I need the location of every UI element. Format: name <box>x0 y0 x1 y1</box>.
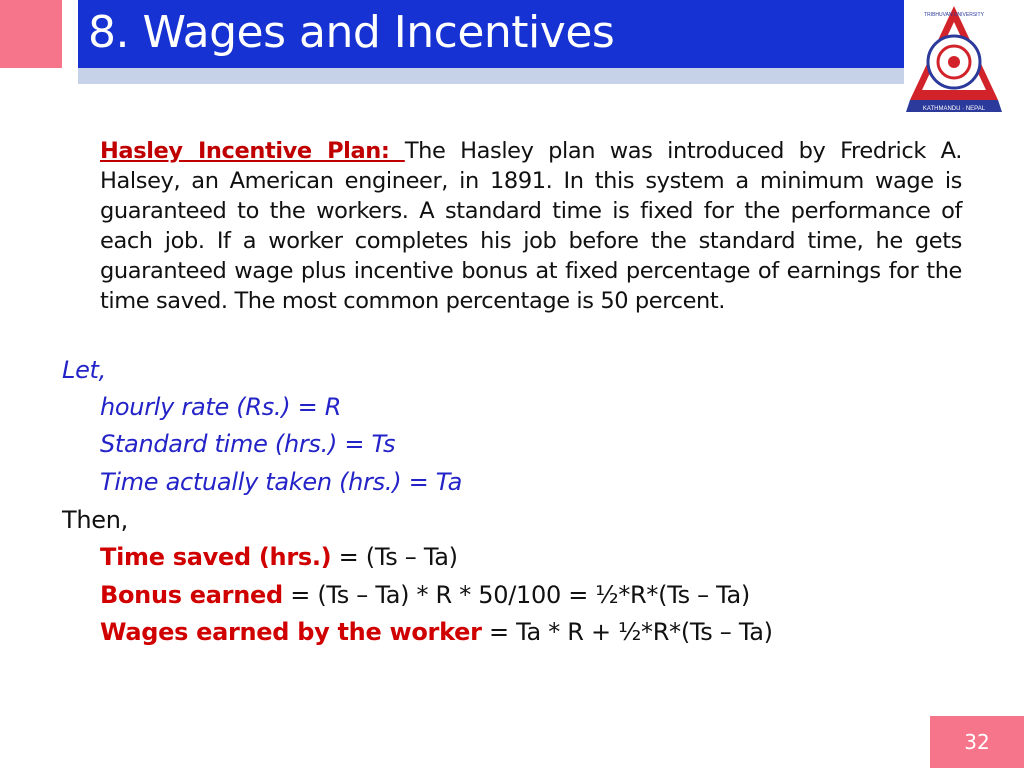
page-title: 8. Wages and Incentives <box>88 7 615 58</box>
paragraph-text: The Hasley plan was introduced by Fredrick A. Halsey, an American engineer, in 1891. In this system a minimum wage is guaranteed to the workers. A standard time is fixed for the performance of each job. If a worker completes his job before the standard time, he gets guaranteed wage plus incentive bonus at fixed percentage of earnings for the time saved. The most common percentage is 50 percent. <box>100 138 962 314</box>
formula-label: Wages earned by the worker <box>100 618 482 646</box>
logo-bottom-text: KATHMANDU · NEPAL <box>922 106 986 112</box>
formula-expression: = (Ts – Ta) <box>331 543 458 571</box>
formula-label: Time saved (hrs.) <box>100 543 332 571</box>
paragraph-heading: Hasley Incentive Plan: <box>100 138 405 164</box>
then-label: Then, <box>62 506 128 534</box>
page-number-badge <box>930 716 1024 768</box>
page-number: 32 <box>964 730 990 754</box>
definition-time-taken: Time actually taken (hrs.) = Ta <box>100 468 462 496</box>
formula-wages-earned <box>100 617 773 647</box>
hasley-paragraph <box>100 136 962 316</box>
let-label: Let, <box>62 356 106 384</box>
formula-time-saved <box>100 542 458 572</box>
formula-expression: = (Ts – Ta) * R * 50/100 = ½*R*(Ts – Ta) <box>282 581 750 609</box>
formula-label: Bonus earned <box>100 581 283 609</box>
definition-standard-time: Standard time (hrs.) = Ts <box>100 430 396 458</box>
definition-hourly-rate: hourly rate (Rs.) = R <box>100 393 342 421</box>
logo-top-text: TRIBHUVAN UNIVERSITY <box>924 12 984 18</box>
formula-bonus-earned <box>100 580 750 610</box>
formula-expression: = Ta * R + ½*R*(Ts – Ta) <box>481 618 773 646</box>
